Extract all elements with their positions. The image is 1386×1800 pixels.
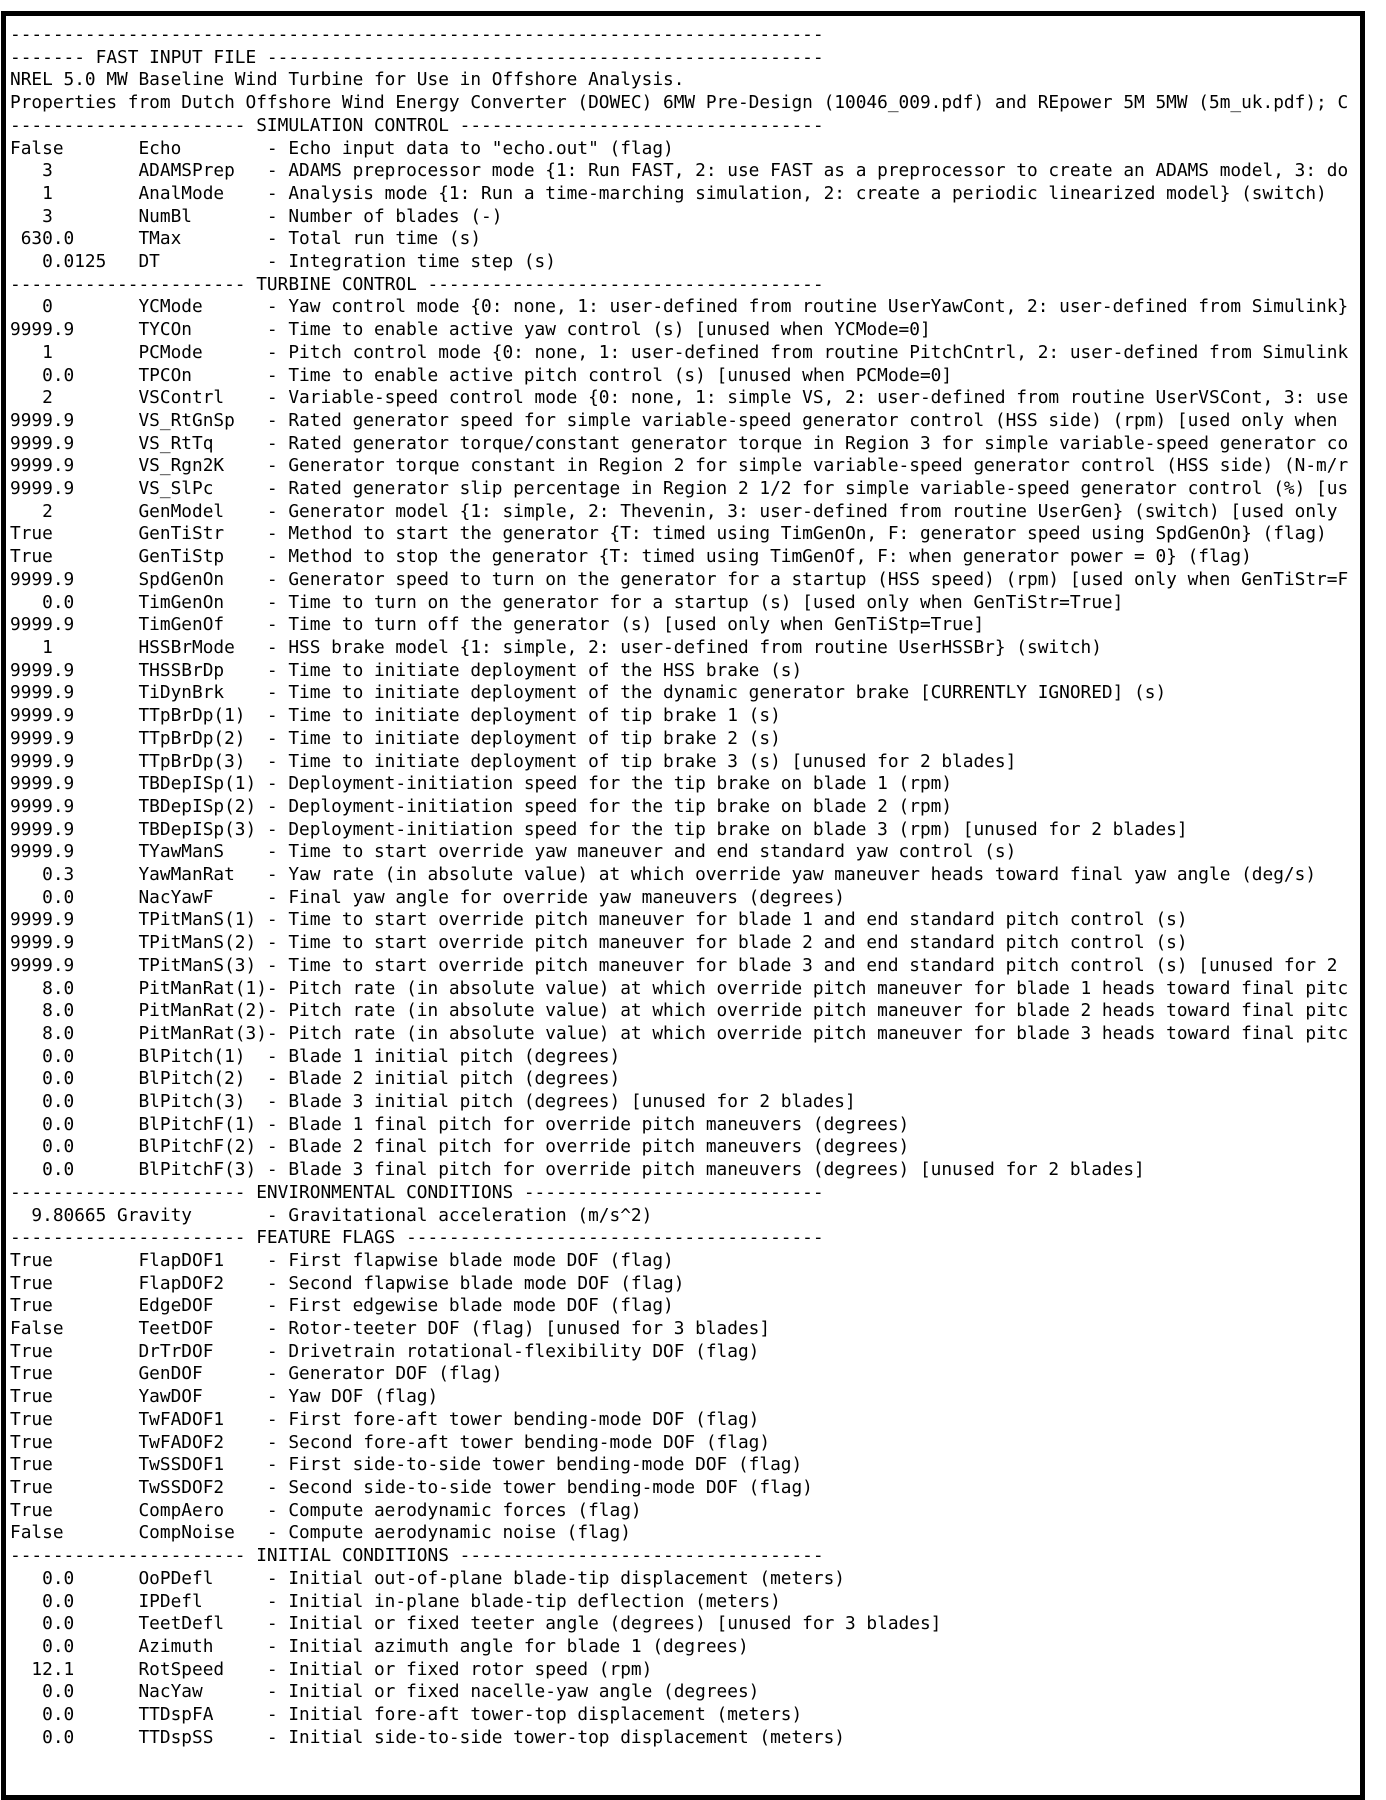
file-line: 630.0 TMax - Total run time (s) (10, 228, 482, 250)
file-line: True GenTiStr - Method to start the generator {T: timed using TimGenOn, F: generator speed using SpdGenOn} (flag) (10, 523, 1327, 545)
file-line: 12.1 RotSpeed - Initial or fixed rotor speed (rpm) (10, 1658, 653, 1680)
file-line: 9999.9 TBDepISp(2) - Deployment-initiation speed for the tip brake on blade 2 (rpm) (10, 795, 953, 817)
file-line: 9999.9 TPitManS(3) - Time to start override pitch maneuver for blade 3 and end standard pitch control (s) [unused for 2 (10, 954, 1338, 976)
file-line: True DrTrDOF - Drivetrain rotational-flexibility DOF (flag) (10, 1340, 760, 1362)
file-line: 3 ADAMSPrep - ADAMS preprocessor mode {1: Run FAST, 2: use FAST as a preprocessor to create an ADAMS model, 3: do (10, 160, 1349, 182)
file-line: 9999.9 SpdGenOn - Generator speed to turn on the generator for a startup (HSS speed) (rpm) [used only when GenTiStr=F (10, 568, 1349, 590)
file-line: 0.0 TTDspSS - Initial side-to-side tower-top displacement (meters) (10, 1726, 846, 1748)
file-line: 0.0 BlPitch(1) - Blade 1 initial pitch (degrees) (10, 1045, 621, 1067)
file-line: True TwFADOF2 - Second fore-aft tower bending-mode DOF (flag) (10, 1431, 771, 1453)
file-line: ---------------------- SIMULATION CONTROL ---------------------------------- (10, 114, 824, 136)
file-line: 9999.9 TTpBrDp(2) - Time to initiate deployment of tip brake 2 (s) (10, 727, 781, 749)
file-line: 9999.9 TimGenOf - Time to turn off the generator (s) [used only when GenTiStp=True] (10, 614, 985, 636)
file-line: False CompNoise - Compute aerodynamic noise (flag) (10, 1522, 631, 1544)
document-page-border (1, 11, 1365, 1800)
file-line: True FlapDOF1 - First flapwise blade mode DOF (flag) (10, 1249, 674, 1271)
file-line: 0.0 BlPitchF(3) - Blade 3 final pitch for override pitch maneuvers (degrees) [unused for 2 blades] (10, 1159, 1145, 1181)
file-line: 8.0 PitManRat(3)- Pitch rate (in absolute value) at which override pitch maneuver for blade 3 heads toward final pitc (10, 1022, 1349, 1044)
file-line: 9999.9 TiDynBrk - Time to initiate deployment of the dynamic generator brake [CURRENTLY IGNORED] (s) (10, 682, 1167, 704)
file-line: 9999.9 TYawManS - Time to start override yaw maneuver and end standard yaw control (s) (10, 841, 1017, 863)
file-line: 0.0 TeetDefl - Initial or fixed teeter angle (degrees) [unused for 3 blades] (10, 1613, 942, 1635)
file-line: True EdgeDOF - First edgewise blade mode DOF (flag) (10, 1295, 674, 1317)
file-line: True GenDOF - Generator DOF (flag) (10, 1363, 503, 1385)
file-line: ------- FAST INPUT FILE ---------------------------------------------------- (10, 46, 824, 68)
file-line: False TeetDOF - Rotor-teeter DOF (flag) [unused for 3 blades] (10, 1318, 771, 1340)
file-line: ---------------------- INITIAL CONDITIONS ---------------------------------- (10, 1545, 824, 1567)
file-line: ---------------------- TURBINE CONTROL ------------------------------------- (10, 273, 824, 295)
file-line: Properties from Dutch Offshore Wind Energy Converter (DOWEC) 6MW Pre-Design (10046_009.pdf) and REpower 5M 5MW (5m_uk.pdf); C (10, 92, 1349, 114)
file-line: 9.80665 Gravity - Gravitational acceleration (m/s^2) (10, 1204, 653, 1226)
file-line: True TwSSDOF1 - First side-to-side tower bending-mode DOF (flag) (10, 1454, 803, 1476)
file-line: ---------------------- FEATURE FLAGS --------------------------------------- (10, 1227, 824, 1249)
file-line: 8.0 PitManRat(2)- Pitch rate (in absolute value) at which override pitch maneuver for blade 2 heads toward final pitc (10, 1000, 1349, 1022)
file-line: True TwFADOF1 - First fore-aft tower bending-mode DOF (flag) (10, 1408, 760, 1430)
file-line: 0.0 BlPitchF(1) - Blade 1 final pitch for override pitch maneuvers (degrees) (10, 1113, 910, 1135)
file-line: False Echo - Echo input data to "echo.out" (flag) (10, 137, 674, 159)
file-line: ---------------------------------------------------------------------------- (10, 24, 824, 45)
file-line: 9999.9 TPitManS(2) - Time to start override pitch maneuver for blade 2 and end standard pitch control (s) (10, 932, 1188, 954)
file-line: True FlapDOF2 - Second flapwise blade mode DOF (flag) (10, 1272, 685, 1294)
file-line: 0.0 TTDspFA - Initial fore-aft tower-top displacement (meters) (10, 1704, 803, 1726)
file-line: 9999.9 TPitManS(1) - Time to start override pitch maneuver for blade 1 and end standard pitch control (s) (10, 909, 1188, 931)
file-line: True GenTiStp - Method to stop the generator {T: timed using TimGenOf, F: when generator power = 0} (flag) (10, 546, 1252, 568)
file-line: 2 GenModel - Generator model {1: simple, 2: Thevenin, 3: user-defined from routine UserGen} (switch) [used only (10, 500, 1338, 522)
file-line: True TwSSDOF2 - Second side-to-side tower bending-mode DOF (flag) (10, 1477, 813, 1498)
file-line: 9999.9 VS_RtGnSp - Rated generator speed for simple variable-speed generator control (HSS side) (rpm) [used only when (10, 409, 1338, 431)
file-line: 8.0 PitManRat(1)- Pitch rate (in absolute value) at which override pitch maneuver for blade 1 heads toward final pitc (10, 977, 1349, 999)
file-line: 1 PCMode - Pitch control mode {0: none, 1: user-defined from routine PitchCntrl, 2: user-defined from Simulink (10, 341, 1349, 363)
file-line: True CompAero - Compute aerodynamic forces (flag) (10, 1499, 642, 1521)
file-line: 0.0 BlPitchF(2) - Blade 2 final pitch for override pitch maneuvers (degrees) (10, 1136, 910, 1158)
fast-input-file-text (6, 16, 1348, 1749)
file-line: 9999.9 VS_Rgn2K - Generator torque constant in Region 2 for simple variable-speed generator control (HSS side) (N-m/r (10, 455, 1349, 477)
file-line: True YawDOF - Yaw DOF (flag) (10, 1386, 439, 1408)
file-line: 0 YCMode - Yaw control mode {0: none, 1: user-defined from routine UserYawCont, 2: user-defined from Simulink} (10, 296, 1349, 318)
file-line: 9999.9 VS_RtTq - Rated generator torque/constant generator torque in Region 3 for simple variable-speed generator co (10, 432, 1349, 454)
file-line: 1 HSSBrMode - HSS brake model {1: simple, 2: user-defined from routine UserHSSBr} (switch) (10, 636, 1102, 658)
file-line: 9999.9 TBDepISp(3) - Deployment-initiation speed for the tip brake on blade 3 (rpm) [unused for 2 blades] (10, 818, 1188, 840)
file-line: 0.0 TimGenOn - Time to turn on the generator for a startup (s) [used only when GenTiStr=True] (10, 591, 1124, 613)
file-line: 0.3 YawManRat - Yaw rate (in absolute value) at which override yaw maneuver heads toward final yaw angle (deg/s) (10, 864, 1317, 886)
file-line: 0.0 Azimuth - Initial azimuth angle for blade 1 (degrees) (10, 1635, 749, 1657)
file-line: 9999.9 VS_SlPc - Rated generator slip percentage in Region 2 1/2 for simple variable-speed generator control (%) [us (10, 478, 1349, 500)
file-line: 0.0 NacYaw - Initial or fixed nacelle-yaw angle (degrees) (10, 1681, 760, 1703)
file-line: ---------------------- ENVIRONMENTAL CONDITIONS ---------------------------- (10, 1181, 824, 1203)
file-line: 3 NumBl - Number of blades (-) (10, 205, 503, 227)
file-line: 0.0 IPDefl - Initial in-plane blade-tip deflection (meters) (10, 1590, 781, 1612)
file-line: 0.0 OoPDefl - Initial out-of-plane blade-tip displacement (meters) (10, 1567, 846, 1589)
file-line: 9999.9 TTpBrDp(3) - Time to initiate deployment of tip brake 3 (s) [unused for 2 blades] (10, 750, 1017, 772)
file-line: 9999.9 THSSBrDp - Time to initiate deployment of the HSS brake (s) (10, 659, 803, 681)
file-line: 0.0 TPCOn - Time to enable active pitch control (s) [unused when PCMode=0] (10, 364, 953, 386)
file-line: 9999.9 TTpBrDp(1) - Time to initiate deployment of tip brake 1 (s) (10, 705, 781, 727)
file-line: 9999.9 TBDepISp(1) - Deployment-initiation speed for the tip brake on blade 1 (rpm) (10, 773, 953, 795)
file-line: NREL 5.0 MW Baseline Wind Turbine for Use in Offshore Analysis. (10, 69, 685, 91)
file-line: 1 AnalMode - Analysis mode {1: Run a time-marching simulation, 2: create a periodic linearized model} (switch) (10, 182, 1327, 204)
file-line: 9999.9 TYCOn - Time to enable active yaw control (s) [unused when YCMode=0] (10, 319, 931, 341)
file-line: 0.0125 DT - Integration time step (s) (10, 251, 556, 273)
file-line: 0.0 BlPitch(2) - Blade 2 initial pitch (degrees) (10, 1068, 621, 1090)
file-line: 0.0 NacYawF - Final yaw angle for override yaw maneuvers (degrees) (10, 886, 846, 908)
file-line: 2 VSContrl - Variable-speed control mode {0: none, 1: simple VS, 2: user-defined from routine UserVSCont, 3: use (10, 387, 1349, 409)
file-line: 0.0 BlPitch(3) - Blade 3 initial pitch (degrees) [unused for 2 blades] (10, 1091, 856, 1113)
